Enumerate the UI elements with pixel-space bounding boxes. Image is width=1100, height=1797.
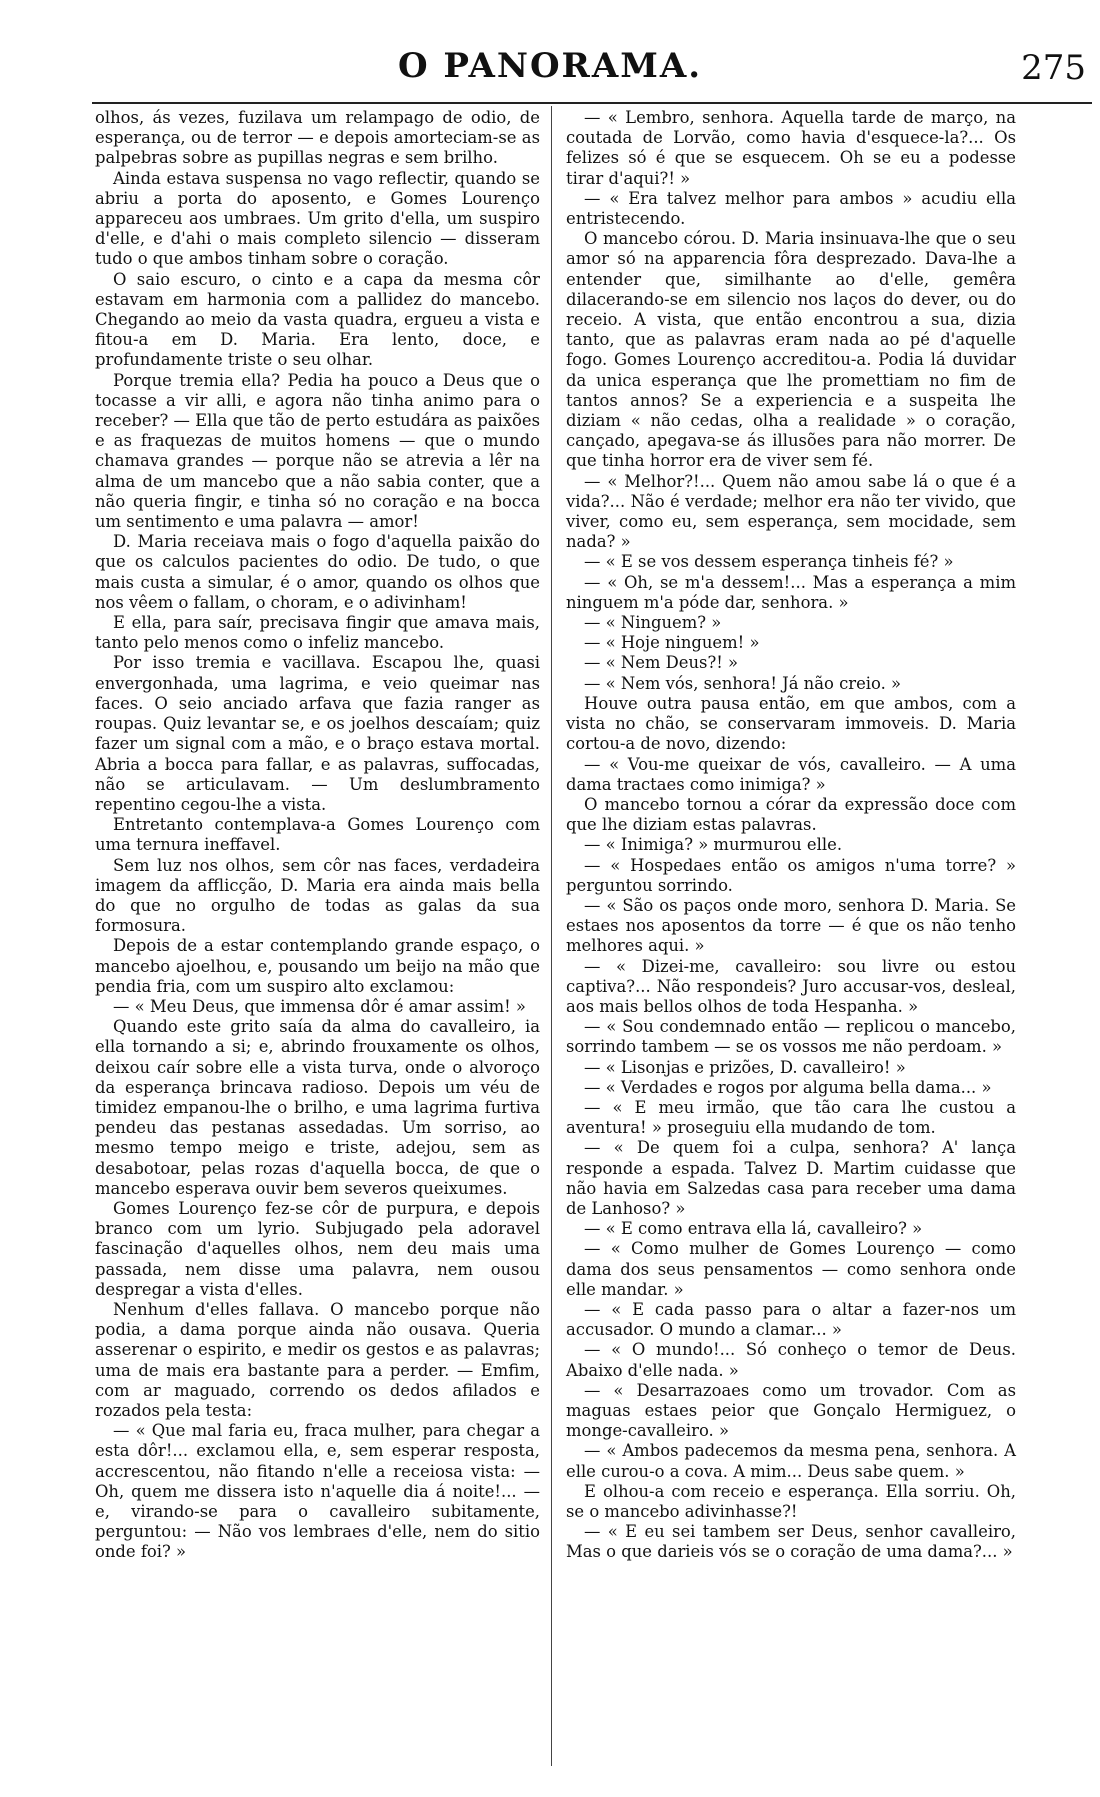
- paragraph: Nenhum d'elles fallava. O mancebo porque não podia, a dama porque ainda não ousava. Queria asserenar o espirito, e medir os gestos e as palavras; uma de mais era bastante para a perder. — Emfim, com ar maguado, correndo os dedos afilados e rozados pela testa:: [95, 1299, 540, 1420]
- paragraph: — « Dizei-me, cavalleiro: sou livre ou estou captiva?... Não respondeis? Juro accusar-vos, desleal, aos mais bellos olhos de toda Hespanha. »: [566, 956, 1016, 1016]
- page-number: 275: [1021, 48, 1086, 88]
- paragraph: — « Verdades e rogos por alguma bella dama... »: [584, 1077, 992, 1097]
- paragraph: — « Hospedaes então os amigos n'uma torre? » perguntou sorrindo.: [566, 855, 1016, 895]
- paragraph: Entretanto contemplava-a Gomes Lourenço com uma ternura ineffavel.: [95, 815, 540, 855]
- paragraph: Quando este grito saía da alma do cavalleiro, ia ella tornando a si; e, abrindo frouxamente os olhos, deixou caír sobre elle a vista turva, onde o alvoroço da esperança brincava radioso. Depois um véu de timidez empanou-lhe o brilho, e uma lagrima furtiva pendeu das pestanas assedadas. Um sorriso, ao mesmo tempo meigo e triste, adejou, sem as desabotoar, pelas rozas d'aquella bocca, de que o mancebo esperava ouvir bem severos queixumes.: [95, 1017, 540, 1198]
- paragraph: Houve outra pausa então, em que ambos, com a vista no chão, se conservaram immoveis. D. Maria cortou-a de novo, dizendo:: [566, 693, 1016, 754]
- paragraph: Ainda estava suspensa no vago reflectir, quando se abriu a porta do aposento, e Gomes Lourenço appareceu aos umbraes. Um grito d'ella, um suspiro d'elle, e d'ahi o mais completo silencio — disseram tudo o que ambos tinham sobre o coração.: [95, 168, 540, 269]
- paragraph: — « Que mal faria eu, fraca mulher, para chegar a esta dôr!... exclamou ella, e, sem esperar resposta, accrescentou, não fitando n'elle a receiosa vista: — Oh, quem me dissera isto n'aquelle dia á noite!... — e, virando-se para o cavalleiro subitamente, perguntou: — Não vos lembraes d'elle, nem do sitio onde foi? »: [95, 1421, 540, 1562]
- paragraph: Porque tremia ella? Pedia ha pouco a Deus que o tocasse a vir alli, e agora não tinha animo para o receber? — Ella que tão de perto estudára as paixões e as fraquezas de muitos homens — que o mundo chamava grandes — porque não se atrevia a lêr na alma de um mancebo que a não sabia conter, que a não queria fingir, e tinha só no coração e na bocca um sentimento e uma palavra — amor!: [95, 370, 540, 532]
- paragraph: — « E se vos dessem esperança tinheis fé? »: [584, 552, 954, 572]
- paragraph: Depois de a estar contemplando grande espaço, o mancebo ajoelhou, e, pousando um beijo na mão que pendia fria, com um suspiro alto exclamou:: [95, 936, 540, 996]
- paragraph: — « Nem vós, senhora! Já não creio. »: [584, 673, 902, 693]
- paragraph: Gomes Lourenço fez-se côr de purpura, e depois branco com um lyrio. Subjugado pela adoravel fascinação d'aquelles olhos, nem deu mais uma passada, nem disse uma palavra, nem ousou despregar a vista d'elles.: [95, 1198, 540, 1299]
- paragraph: — « Lisonjas e prizões, D. cavalleiro! »: [584, 1057, 906, 1077]
- paragraph: Por isso tremia e vacillava. Escapou lhe, quasi envergonhada, uma lagrima, e veio queimar nas faces. O seio anciado arfava que fazia ranger as roupas. Quiz levantar se, e os joelhos descaíam; quiz fazer um signal com a mão, e o braço estava mortal. Abria a bocca para fallar, e as palavras, suffocadas, não se articulavam. — Um deslumbramento repentino cegou-lhe a vista.: [95, 653, 540, 814]
- paragraph: — « O mundo!... Só conheço o temor de Deus. Abaixo d'elle nada. »: [566, 1340, 1016, 1380]
- paragraph: — « Meu Deus, que immensa dôr é amar assim! »: [113, 996, 526, 1016]
- running-head: [0, 42, 1100, 92]
- right-column: [566, 108, 1016, 1563]
- paragraph: — « Desarrazoaes como um trovador. Com as maguas estaes peior que Gonçalo Hermiguez, o monge-cavalleiro. »: [566, 1380, 1016, 1441]
- paragraph: — « Nem Deus?! »: [584, 653, 739, 673]
- paragraph: O mancebo córou. D. Maria insinuava-lhe que o seu amor só na apparencia fôra desprezado. Dava-lhe a entender que, similhante ao d'elle, gemêra dilacerando-se em silencio nos laços do dever, ou do receio. A vista, que então encontrou a sua, dizia tanto, que as palavras eram nada ao pé d'aquelle fogo. Gomes Lourenço accreditou-a. Podia lá duvidar da unica esperança que lhe promettiam no fim de tantos annos? Se a experiencia e a suspeita lhe diziam « não cedas, olha a realidade » o coração, cançado, apegava-se ás illusões para não morrer. De que tinha horror era de viver sem fé.: [566, 229, 1016, 471]
- paragraph: — « Oh, se m'a dessem!... Mas a esperança a mim ninguem m'a póde dar, senhora. »: [566, 572, 1016, 612]
- paragraph: olhos, ás vezes, fuzilava um relampago de odio, de esperança, ou de terror — e depois amorteciam-se as palpebras sobre as pupillas negras e sem brilho.: [95, 108, 540, 168]
- paragraph: — « Ninguem? »: [584, 613, 722, 633]
- paragraph: E ella, para saír, precisava fingir que amava mais, tanto pelo menos como o infeliz mancebo.: [95, 613, 540, 653]
- paragraph: — « E como entrava ella lá, cavalleiro? »: [584, 1219, 923, 1239]
- paragraph: O saio escuro, o cinto e a capa da mesma côr estavam em harmonia com a pallidez do mancebo. Chegando ao meio da vasta quadra, ergueu a vista e fitou-a em D. Maria. Era lento, doce, e profundamente triste o seu olhar.: [95, 269, 540, 370]
- paragraph: — « Ambos padecemos da mesma pena, senhora. A elle curou-o a cova. A mim... Deus sabe quem. »: [566, 1441, 1016, 1481]
- paragraph: — « Hoje ninguem! »: [584, 633, 760, 653]
- paragraph: — « Sou condemnado então — replicou o mancebo, sorrindo tambem — se os vossos me não perdoam. »: [566, 1017, 1016, 1057]
- paragraph: — « De quem foi a culpa, senhora? A' lança responde a espada. Talvez D. Martim cuidasse que não havia em Salzedas casa para receber uma dama de Lanhoso? »: [566, 1138, 1016, 1218]
- paragraph: — « Era talvez melhor para ambos » acudiu ella entristecendo.: [566, 188, 1016, 229]
- paragraph: — « E eu sei tambem ser Deus, senhor cavalleiro, Mas o que darieis vós se o coração de uma dama?... »: [566, 1522, 1016, 1562]
- paragraph: O mancebo tornou a córar da expressão doce com que lhe diziam estas palavras.: [566, 794, 1016, 835]
- paragraph: — « Melhor?!... Quem não amou sabe lá o que é a vida?... Não é verdade; melhor era não ter vivido, que viver, como eu, sem esperança, sem mocidade, sem nada? »: [566, 471, 1016, 552]
- paragraph: E olhou-a com receio e esperança. Ella sorriu. Oh, se o mancebo adivinhasse?!: [566, 1481, 1016, 1522]
- paragraph: Sem luz nos olhos, sem côr nas faces, verdadeira imagem da afflicção, D. Maria era ainda mais bella do que no orgulho de todas as galas da sua formosura.: [95, 855, 540, 936]
- column-divider: [551, 106, 552, 1766]
- paragraph: D. Maria receiava mais o fogo d'aquella paixão do que os calculos pacientes do odio. De tudo, o que mais custa a simular, é o amor, quando os olhos que nos vêem o fallam, o choram, e o adivinham!: [95, 532, 540, 612]
- paragraph: — « Vou-me queixar de vós, cavalleiro. — A uma dama tractaes como inimiga? »: [566, 754, 1016, 794]
- paragraph: — « E meu irmão, que tão cara lhe custou a aventura! » proseguiu ella mudando de tom.: [566, 1097, 1016, 1138]
- masthead-title: O PANORAMA.: [397, 46, 703, 86]
- paragraph: — « E cada passo para o altar a fazer-nos um accusador. O mundo a clamar... »: [566, 1299, 1016, 1340]
- paragraph: — « Inimiga? » murmurou elle.: [584, 835, 843, 855]
- header-rule: [92, 102, 1092, 104]
- paragraph: — « Como mulher de Gomes Lourenço — como dama dos seus pensamentos — como senhora onde elle mandar. »: [566, 1239, 1016, 1299]
- paragraph: — « São os paços onde moro, senhora D. Maria. Se estaes nos aposentos da torre — é que os não tenho melhores aqui. »: [566, 895, 1016, 956]
- left-column: [95, 108, 540, 1563]
- paragraph: — « Lembro, senhora. Aquella tarde de março, na coutada de Lorvão, como havia d'esquece-la?... Os felizes só é que se esquecem. Oh se eu a podesse tirar d'aqui?! »: [566, 108, 1016, 188]
